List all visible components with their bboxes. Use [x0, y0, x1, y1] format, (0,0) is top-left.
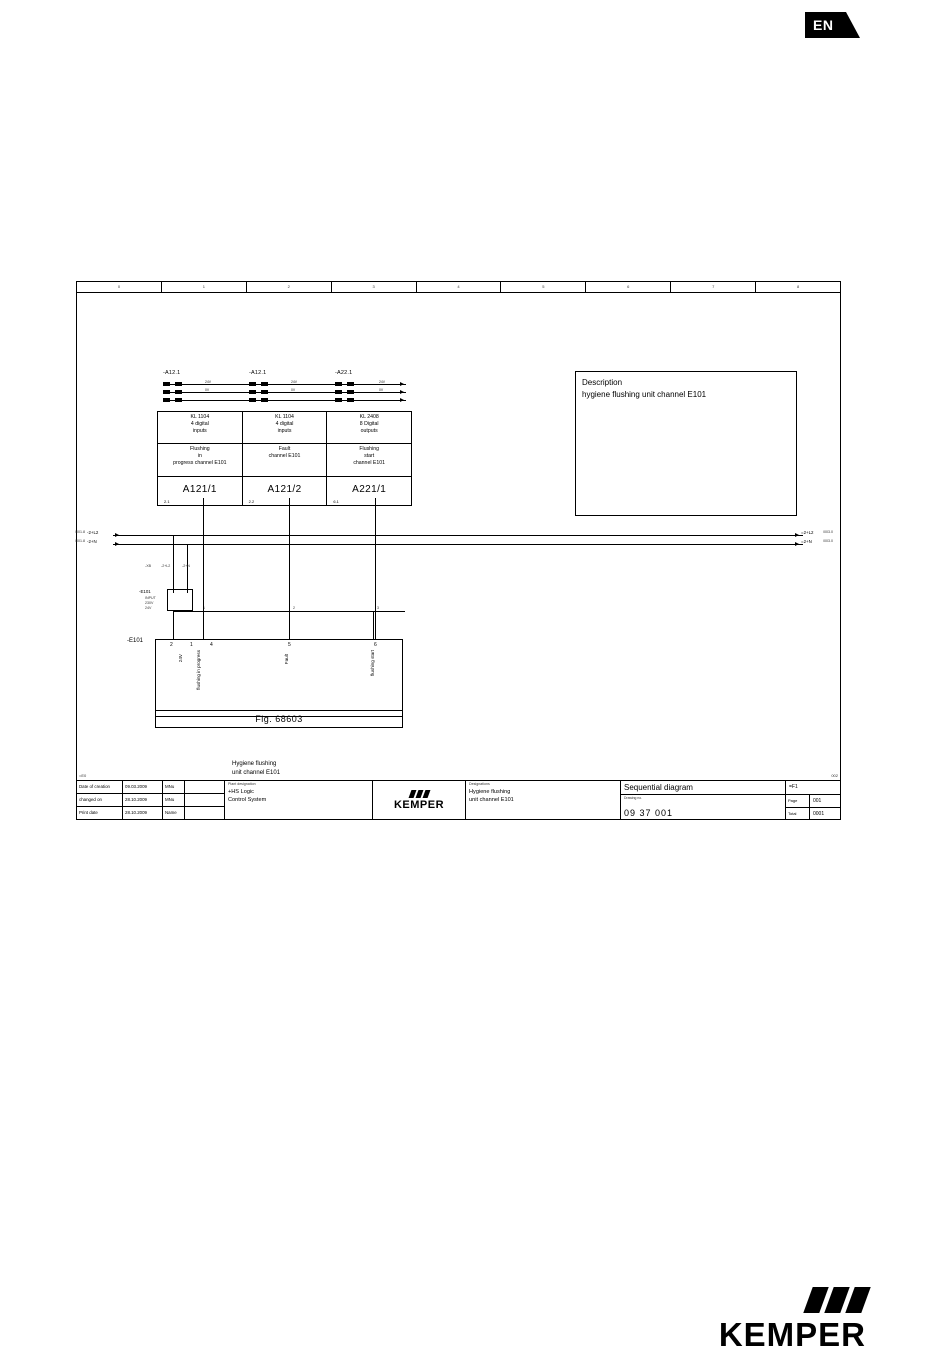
plant-designation-caption: Plant designation [228, 782, 256, 786]
device-pin-text-flushing-progress: flushing in progress [196, 650, 201, 690]
plc-module-table [157, 411, 412, 506]
table-row [77, 781, 224, 794]
signal-line-fault [289, 498, 290, 639]
power-supply-voltage-out: 24V [145, 606, 152, 610]
sheet-info-cell [621, 781, 840, 819]
total-row [786, 808, 840, 820]
terminal-block [261, 398, 268, 402]
terminal-block [163, 382, 170, 386]
revision-note [185, 794, 224, 806]
device-pin-text-flushing-start: flushing start [370, 650, 375, 677]
wire-label: 0V [205, 387, 210, 392]
sheet-code: =F1 [789, 784, 798, 790]
plant-designation-line1: +HS Logic [228, 788, 254, 795]
wire-label: 24V [205, 379, 212, 384]
bus-arrow-icon [795, 533, 799, 537]
revision-table [77, 781, 225, 819]
designations-line2: unit channel E101 [469, 797, 514, 804]
revision-initials: MNu [163, 781, 185, 793]
plc-type-line2: 4 digital [190, 421, 209, 428]
supply-wire-label: 1 [203, 606, 205, 610]
bus-arrow-icon [115, 542, 119, 546]
kemper-logo-icon [410, 790, 429, 798]
language-badge[interactable] [805, 12, 860, 38]
bus-arrow-icon [795, 542, 799, 546]
plc-type-line1: KL 2408 [359, 414, 379, 420]
plc-module-column [158, 412, 243, 505]
total-caption: Total [786, 808, 810, 820]
fuse-label-left: -XB [145, 564, 151, 568]
column-index-cell: 4 [417, 282, 502, 292]
plc-type-line2: 4 digital [275, 421, 294, 428]
title-block [77, 780, 840, 819]
plc-module-column [243, 412, 328, 505]
power-supply-input-label: INPUT [145, 596, 156, 600]
plc-function-line1: Fault [278, 446, 291, 452]
plc-address-value: A121/1 [182, 484, 217, 495]
fuse-label-mid: -2+L2 [161, 564, 171, 568]
plc-function-line2: in [197, 453, 202, 460]
device-pin-text-fault: Fault [284, 654, 289, 665]
sheet-corner-right: 002 [831, 773, 838, 778]
kemper-bars-icon [719, 1287, 866, 1313]
wire-row [163, 384, 406, 385]
terminal-block [347, 390, 354, 394]
connector-arrow-icon [400, 398, 404, 402]
plc-module-function [243, 444, 327, 477]
revision-note [185, 807, 224, 819]
kemper-wordmark: KEMPER [718, 1316, 866, 1353]
supply-drop-1 [173, 611, 174, 639]
drawing-number-row [621, 795, 840, 820]
plc-type-line3: inputs [192, 428, 207, 435]
bus-label-right-top: =2+L2 [801, 530, 814, 535]
column-index-cell: 3 [332, 282, 417, 292]
badge-corner-fold [846, 12, 860, 38]
column-index-cell: 1 [162, 282, 247, 292]
terminal-block [261, 390, 268, 394]
plc-type-line3: inputs [277, 428, 292, 435]
kemper-brand-footer [719, 1287, 866, 1351]
wire-label: 24V [379, 379, 386, 384]
designations-line1: Hygiene flushing [469, 788, 511, 795]
plc-function-line3: channel E101 [268, 453, 301, 460]
sheet-title: Sequential diagram [621, 781, 786, 794]
plc-device-tag: -A22.1 [335, 370, 353, 376]
terminal-block [335, 390, 342, 394]
plc-type-line2: 8 Digital [359, 421, 379, 428]
plc-module-type [158, 412, 242, 444]
language-badge-label: EN [813, 17, 834, 33]
total-value: 0001 [813, 811, 825, 817]
bus-sheet-ref-left-bottom: /001.8 [75, 539, 85, 543]
plc-module-type [327, 412, 411, 444]
wire-row [163, 392, 406, 393]
sheet-caption-line2: unit channel E101 [232, 770, 281, 776]
description-box [575, 371, 797, 516]
column-index-cell: 6 [586, 282, 671, 292]
supply-drop-3 [373, 611, 374, 639]
designations-cell [466, 781, 621, 819]
device-box-e101 [155, 639, 403, 717]
device-tag: -E101 [127, 638, 144, 644]
plc-function-line3: channel E101 [353, 460, 386, 467]
power-supply-block [167, 589, 193, 611]
signal-line-flushing-start [375, 498, 376, 639]
column-index-cell: 7 [671, 282, 756, 292]
device-pin-text-24v: 24V [178, 654, 183, 663]
wire-label: 24V [291, 379, 298, 384]
bus-sheet-ref-left-top: /001.8 [75, 530, 85, 534]
revision-label: Print date [77, 807, 123, 819]
wire-label: 0V [379, 387, 384, 392]
bus-label-right-bottom: =2+N [801, 539, 812, 544]
column-index-cell: 2 [247, 282, 332, 292]
revision-initials: MNu [163, 794, 185, 806]
terminal-block [347, 382, 354, 386]
bus-sheet-ref-right-top: /003.0 [823, 530, 833, 534]
terminal-block [175, 398, 182, 402]
connector-arrow-icon [400, 382, 404, 386]
bus-label-left-top: -2+L2 [87, 530, 99, 535]
device-pin-number: 4 [210, 642, 213, 648]
plc-module-address [243, 477, 327, 505]
plant-designation-line2: Control System [228, 797, 267, 804]
plc-address-sub: 2.1 [164, 498, 170, 504]
column-index-cell: 0 [77, 282, 162, 292]
engineering-drawing-sheet [76, 281, 841, 820]
device-pin-number: 5 [288, 642, 291, 648]
bus-line-n [113, 544, 803, 545]
plc-module-column [327, 412, 411, 505]
bus-sheet-ref-right-bottom: /003.0 [823, 539, 833, 543]
drop-line-l2 [173, 535, 174, 593]
revision-date: 09.03.2009 [123, 781, 163, 793]
plc-device-tag: -A12.1 [249, 370, 267, 376]
column-index-strip [77, 282, 840, 293]
kemper-logo-wordmark: KEMPER [393, 798, 445, 811]
plc-module-function [158, 444, 242, 477]
plc-type-line3: outputs [360, 428, 378, 435]
plc-function-line3: progress channel E101 [173, 460, 227, 467]
terminal-block [249, 390, 256, 394]
plc-address-sub: 6.1 [333, 498, 339, 504]
plc-function-line2: start [364, 453, 375, 460]
description-text: hygiene flushing unit channel E101 [582, 389, 707, 399]
sheet-corner-left: =E0 [79, 773, 87, 778]
drop-line-n [187, 544, 188, 593]
plc-module-function [327, 444, 411, 477]
device-pin-number: 1 [190, 642, 193, 648]
connector-arrow-icon [400, 390, 404, 394]
drawing-number-value: 09 37 001 [624, 808, 674, 818]
revision-date: 28.10.2009 [123, 807, 163, 819]
bus-arrow-icon [115, 533, 119, 537]
page-count-cell [786, 795, 840, 820]
revision-note [185, 781, 224, 793]
column-index-cell: 8 [796, 284, 800, 289]
terminal-wiring-rows [157, 380, 412, 411]
table-row [77, 794, 224, 807]
terminal-block [347, 398, 354, 402]
table-row [77, 807, 224, 819]
plant-designation-cell [225, 781, 373, 819]
plc-module-address [158, 477, 242, 505]
plc-function-line1: Flushing [359, 446, 379, 452]
wire-row [163, 400, 406, 401]
wire-label: 0V [291, 387, 296, 392]
terminal-block [163, 398, 170, 402]
bus-line-l2 [113, 535, 803, 536]
title-block-logo [373, 781, 466, 819]
sheet-caption-line1: Hygiene flushing [232, 761, 277, 767]
terminal-block [163, 390, 170, 394]
terminal-block [249, 382, 256, 386]
description-title: Description [582, 378, 623, 387]
column-index-cell: 5 [501, 282, 586, 292]
designations-caption: Designations [469, 782, 490, 786]
page-row [786, 795, 840, 808]
page-caption: Page [786, 795, 810, 807]
plc-function-line1: Flushing [190, 446, 210, 452]
plc-device-tag-row [157, 370, 412, 380]
revision-label: changed on [77, 794, 123, 806]
device-pin-number: 2 [170, 642, 173, 648]
plc-type-line1: KL 1104 [190, 414, 210, 420]
revision-label: Date of creation [77, 781, 123, 793]
page-value: 001 [813, 798, 822, 804]
plc-module-address [327, 477, 411, 505]
power-supply-voltage-in: 230V [145, 601, 154, 605]
terminal-block [261, 382, 268, 386]
plc-device-tag: -A12.1 [163, 370, 181, 376]
drawing-number-caption: Drawing no. [624, 796, 643, 800]
revision-initials: Name [163, 807, 185, 819]
terminal-block [249, 398, 256, 402]
terminal-block [335, 398, 342, 402]
device-figure-label: Fig. 68603 [155, 710, 403, 728]
supply-wire-label: 3 [377, 606, 379, 610]
plc-type-line1: KL 1104 [275, 414, 294, 420]
device-pin-number: 6 [374, 642, 377, 648]
terminal-block [335, 382, 342, 386]
signal-line-flushing-progress [203, 498, 204, 639]
plc-module-group [157, 370, 412, 506]
supply-wire-label: 2 [293, 606, 295, 610]
plc-address-value: A221/1 [352, 484, 387, 495]
drawing-number-cell [621, 795, 786, 820]
sheet-title-row [621, 781, 840, 795]
plc-module-type [243, 412, 327, 444]
plc-address-value: A121/2 [267, 484, 302, 495]
terminal-block [175, 390, 182, 394]
plc-address-sub: 2.2 [248, 498, 255, 504]
revision-date: 28.10.2009 [123, 794, 163, 806]
bus-label-left-bottom: -2+N [87, 539, 97, 544]
fuse-label-right: -2+N [182, 564, 190, 568]
sheet-caption [232, 760, 280, 778]
terminal-block [175, 382, 182, 386]
power-supply-tag: -E101 [139, 589, 151, 594]
